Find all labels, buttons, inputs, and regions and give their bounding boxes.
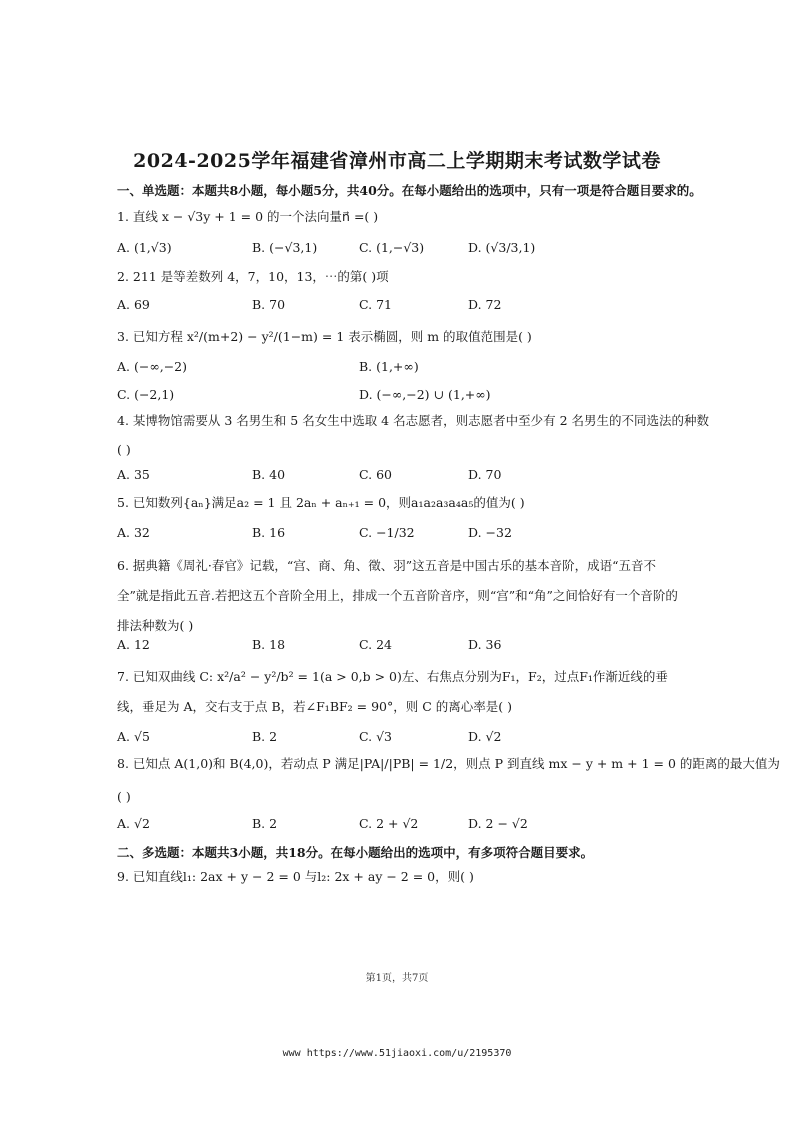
- question-5-stem: 5. 已知数列{aₙ}满足a₂ = 1 且 2aₙ + aₙ₊₁ = 0，则a₁a₂a₃a₄a₅的值为( ): [117, 495, 525, 510]
- option-b: B. 2: [252, 816, 278, 831]
- question-8-stem-continued: ( ): [117, 789, 131, 804]
- option-d: D. 70: [468, 467, 502, 482]
- option-c: C. √3: [359, 729, 392, 744]
- option-d: D. (−∞,−2) ∪ (1,+∞): [359, 387, 491, 402]
- section-heading-single-choice: 一、单选题：本题共8小题，每小题5分，共40分。在每小题给出的选项中，只有一项是符合题目要求的。: [117, 183, 702, 198]
- option-a: A. √5: [117, 729, 150, 744]
- watermark-url: www https://www.51jiaoxi.com/u/2195370: [282, 1048, 512, 1059]
- option-a: A. √2: [117, 816, 150, 831]
- option-a: A. (−∞,−2): [117, 359, 188, 374]
- question-3-options-row1: [117, 359, 697, 379]
- question-3-options-row2: [117, 387, 697, 407]
- question-1-options: [117, 240, 697, 260]
- question-8-stem: 8. 已知点 A(1,0)和 B(4,0)，若动点 P 满足|PA|/|PB| = 1/2，则点 P 到直线 mx − y + m + 1 = 0 的距离的最大值为: [117, 756, 780, 771]
- question-6-stem: 6. 据典籍《周礼·春官》记载，“宫、商、角、徵、羽”这五音是中国古乐的基本音阶，成语“五音不全”就是指此五音.若把这五个音阶全用上，排成一个五音阶音序，则“宫”和“角”之间恰好有一个音阶的排法种数为( ): [117, 558, 678, 633]
- option-b: B. 40: [252, 467, 286, 482]
- option-d: D. 36: [468, 637, 502, 652]
- question-9-stem: 9. 已知直线l₁: 2ax + y − 2 = 0 与l₂: 2x + ay − 2 = 0，则( ): [117, 869, 474, 884]
- question-2-options: [117, 297, 697, 317]
- question-1-stem: 1. 直线 x − √3y + 1 = 0 的一个法向量n⃗ =( ): [117, 209, 379, 224]
- option-d: D. −32: [468, 525, 512, 540]
- option-b: B. 70: [252, 297, 286, 312]
- option-c: C. (−2,1): [117, 387, 175, 402]
- option-a: A. 12: [117, 637, 150, 652]
- option-b: B. 2: [252, 729, 278, 744]
- option-a: A. 35: [117, 467, 150, 482]
- option-b: B. (1,+∞): [359, 359, 419, 374]
- option-d: D. (√3/3,1): [468, 240, 536, 255]
- page-footer: 第1页，共7页: [365, 973, 429, 984]
- section-heading-multiple-choice: 二、多选题：本题共3小题，共18分。在每小题给出的选项中，有多项符合题目要求。: [117, 845, 594, 860]
- option-a: A. 69: [117, 297, 150, 312]
- question-4-stem-continued: ( ): [117, 442, 131, 457]
- question-8-options: [117, 816, 697, 836]
- option-c: C. 24: [359, 637, 392, 652]
- option-b: B. 16: [252, 525, 286, 540]
- question-5-options: [117, 525, 697, 545]
- question-7-options: [117, 729, 697, 749]
- option-c: C. 60: [359, 467, 392, 482]
- question-6-options: [117, 637, 697, 657]
- question-3-stem: 3. 已知方程 x²/(m+2) − y²/(1−m) = 1 表示椭圆，则 m 的取值范围是( ): [117, 329, 532, 344]
- option-d: D. √2: [468, 729, 502, 744]
- option-b: B. (−√3,1): [252, 240, 318, 255]
- option-a: A. (1,√3): [117, 240, 172, 255]
- page-title: 2024-2025学年福建省漳州市高二上学期期末考试数学试卷: [133, 150, 661, 172]
- option-c: C. −1/32: [359, 525, 415, 540]
- option-c: C. 71: [359, 297, 392, 312]
- question-2-stem: 2. 211 是等差数列 4，7，10，13，⋯的第( )项: [117, 269, 389, 284]
- option-c: C. (1,−√3): [359, 240, 425, 255]
- option-d: D. 72: [468, 297, 502, 312]
- question-4-stem: 4. 某博物馆需要从 3 名男生和 5 名女生中选取 4 名志愿者，则志愿者中至少有 2 名男生的不同选法的种数: [117, 413, 710, 428]
- option-b: B. 18: [252, 637, 286, 652]
- question-4-options: [117, 467, 697, 487]
- option-c: C. 2 + √2: [359, 816, 419, 831]
- option-a: A. 32: [117, 525, 150, 540]
- question-7-stem: 7. 已知双曲线 C: x²/a² − y²/b² = 1(a > 0,b > 0)左、右焦点分别为F₁，F₂，过点F₁作渐近线的垂线，垂足为 A，交右支于点 B，若∠F₁BF₂ = 90°，则 C 的离心率是( ): [117, 669, 668, 714]
- option-d: D. 2 − √2: [468, 816, 528, 831]
